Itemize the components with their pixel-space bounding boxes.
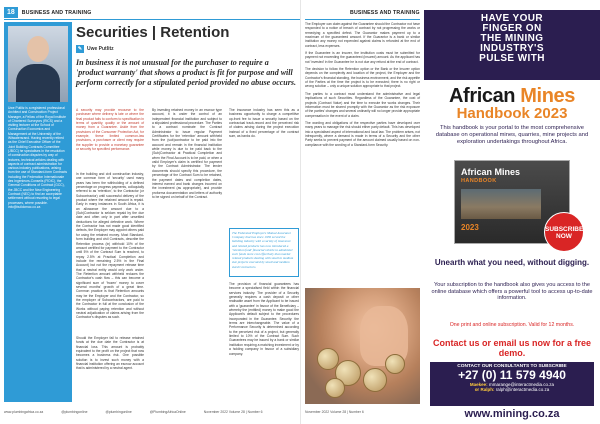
subscribe-now-badge[interactable]: SUBSCRIBE NOW: [544, 212, 584, 252]
body-paragraph: The wording and obligations of the respective parties have developed over many years to manage the risk should either party default. This has developed into a specialised aspect of international and local law. The problem arises, not infrequently, where a demand is made in terms of a Security and the other Party seeks to prevent payment of the amount claimed usually based on non-compliance with the wording of a Standard-form Security.: [305, 120, 420, 147]
book-subtitle: HANDBOOK: [461, 178, 497, 184]
mine-landscape: [461, 189, 541, 219]
intro-paragraph: A security may provide recourse to the purchaser where delivery is late or where the final product fails to conform to specification in terms of quantity, quality or the amount of money from a Guarantee. Aside from the provisions of the Consumer Protection Act, for example, these limited common-law provisions, a purchaser or client may require the supplier to provide a monetary guarantee or security for specified performance.: [76, 108, 144, 152]
author-bio: Uwe Putlitz is a registered professional Architect and Construction Project Manager, a Fellow of the Royal Institute of Chartered Surveyors (RICS) and a visiting lecturer at the School of Construction Economics and Management at the University of the Witwatersrand. Having recently retired as the Chief Executive Officer of the Joint Building Contracts Committee (JBCC) he specialises in the resolution of construction disputes by way of lectures, technical articles dealing with aspects of contract administration for various industry publications, arising from the use of Standard-form Contracts including the Federation Internationale des Ingenieurs-Conseils (FIDIC), the General Conditions of Contract (GCC), the JBCC and the New Engineering Contract (NEC) to find an acceptable settlement without resorting to legal processes, where possible. info@buildcmac.co.za: [8, 106, 68, 209]
body-paragraph: By investing retained money in an escrow type account, it is under the control of an independent financial institution and subject to a stipulated professional procedure. The Parties to a contract nominate the Contract Administrator to issue regular Payment Certificates for the 'retention' amount withheld from the (sub)contractor to be paid into the account and remain in the financial institution while money is due to be paid back to the (Sub)Contractor at Practical Completion and when the Final Account is to be paid, or when a valid Employer's claim is certified for payment by the Contract Administrator. The lender documents should specify this procedure, the percentage of the Contract Sum to be retained, the payment dates and completion dates, interest earned and bank charges incurred on the investment (as appropriate), and provide proforma documentation and letters of authority to be signed on behalf of the Contract.: [152, 108, 222, 199]
body-paragraph: In the building and civil construction industry, one common form of 'security' used many years has been the withholding of a defined percentage on progress payments, colloquially referred to as 'retention', to the Contractor (or Subcontractor) until successful delivery of the product where the retained amount is repaid. Early in many instances in South Africa, it is an allowance the amount due to a (Sub)Contractor is seldom repaid by the due date and often only in part after unsettled deductions for alleged defective work. Where the Contractor has not made good identified defects, the Employer may appoint others paid for using the retained money. Most Standard-form building and civil Contracts, describe the Retention process (in) withhold 10% of the amount certified for payment to the Contractor until 5% of the Contract Sum is reached, to repay 2.5% at Practical Completion and include the remaining 2.5% in the Final Account) but not the repayment release time that a neutral entity would only work under. The Retention amount withheld reduces the Contractor's cash flow – this can become a significant sum of 'frozen' money to cover several months' growth of a great time. Common practice is that Retention amounts may be the Employer and the Contractor, so the employer of Subcontractors, are paid to the Contractor in full at the conclusion of the Works without paying retention and without neutral adjudication of claims arising from the Contractor's disputes as such.: [76, 172, 144, 320]
ad-description: This handbook is your portal to the most comprehensive database on operational mines, quarries, mine projects and exploration undertakings throughout Africa.: [435, 125, 589, 146]
footer-issue: November 2022 Volume 28 | Number 6: [203, 410, 263, 414]
footer-twitter-link[interactable]: @plumbingonline: [61, 410, 88, 414]
article-lede: In business it is not unusual for the purchaser to require a 'product warranty' that shows a product is fit for purpose and will perform correctly for a stipulated period provided no abuse occurs.: [76, 58, 296, 87]
column-1-body: [76, 172, 144, 323]
book-title: African Mines: [461, 167, 521, 177]
author-photo: [8, 26, 68, 102]
book-year: 2023: [461, 223, 479, 232]
contact-email-1[interactable]: mmarange@interactmedia.co.za: [488, 382, 555, 387]
column-1-intro: [76, 108, 144, 154]
coins-hand-photo: [305, 288, 420, 404]
left-header-rule: [4, 19, 300, 20]
ad-headline-line: PULSE WITH: [479, 53, 545, 64]
body-paragraph: The insurance industry has seen this as a business opportunity to charge a competitive up-front fee to issue a security based on the contractual track-record and the perceived risk of claims arising during the project execution instead of a fixed percentage of the contract sum, as banks do.: [229, 108, 299, 139]
footer-instagram-link[interactable]: @plumbingonline: [105, 410, 132, 414]
ad-contact-cta: Contact us or email us now for a free demo.: [432, 338, 592, 358]
byline: [76, 45, 114, 53]
footer-facebook-link[interactable]: @PlumbingAfricaOnline: [149, 410, 186, 414]
ad-headline-line: THE MINING: [480, 33, 544, 44]
african-mines-advert[interactable]: [424, 0, 600, 424]
footer-website-link[interactable]: www.plumbingafrica.co.za: [4, 410, 44, 414]
ad-headline: [424, 10, 600, 80]
contact-email-2[interactable]: ralph@interactmedia.co.za: [495, 387, 550, 393]
left-footer: [4, 410, 300, 414]
page-gutter: [300, 0, 301, 424]
article-title: Securities | Retention: [76, 24, 230, 41]
contact-box-title: CONTACT OUR CONSULTANTS TO SUBSCRIBE: [457, 364, 567, 369]
body-paragraph: The parties to a contract must understand the administrative and legal implications of such Securities. Regardless of the Guarantee, the cost of projects (Contract Value) and the time to execute the works changes. Their information must be shared promptly with the Guarantor as the risk exposure of the parties' changes and several ordinarily will no longer provide appropriate compensation in the event of a claim.: [305, 91, 420, 118]
body-paragraph: Should the Employer fail to release retained funds at the due date the Contractor is at financial loss. This amount is probably equivalent to the profit on the project that now becomes a business risk. One possible solution is to invest such money with a financial institution offering an escrow account that is administered by a neutral agent.: [76, 336, 144, 371]
byline-name: Uwe Putlitz: [87, 46, 114, 52]
column-1-continue: [76, 336, 144, 374]
left-page-number: 18: [4, 7, 18, 18]
contact-name-2: or Ralph:: [474, 387, 495, 393]
body-paragraph: The decision to follow the Retention option or the Bank or the Insurer option depends on the complexity and location of the project, the Employer and the Contractor's financial standing, the business environment, and the risk appetite of the Parties at the time the project is to be executed; there is no right or wrong solution – only a unique solution appropriate to that project.: [305, 67, 420, 89]
right-footer: [305, 410, 420, 414]
ad-subscription-text: Your subscription to the handbook also gives you access to the online database which offers a powerful tool to access up-to-date information.: [431, 282, 593, 302]
column-3-body: [229, 108, 299, 141]
right-header-rule: [305, 19, 420, 20]
author-sidebar: [4, 22, 72, 402]
ad-brand-logo: [424, 86, 600, 122]
left-page-header: [4, 7, 96, 18]
column-3-after-quote: [229, 282, 299, 359]
ad-online-text: One print and online subscription. Valid for 12 months.: [449, 322, 575, 328]
right-section-label: BUSINESS AND TRAINING: [350, 9, 420, 16]
brand-word-african: African: [449, 85, 516, 107]
author-icon: ✎: [77, 46, 83, 52]
ad-headline-line: HAVE YOUR: [480, 13, 544, 24]
body-paragraph: If the Guarantee is an insurer, the institution costs must be submitted for payment not exceeding the guaranteed (insured) amount. As the applicant has not 'invested' in the Guarantee he is not due any refund at the end of contract.: [305, 51, 420, 64]
contact-phone[interactable]: +27 (0) 11 579 4940: [458, 368, 566, 382]
footer-issue: November 2022 Volume 28 | Number 6: [305, 410, 364, 414]
ad-headline-line: FINGER ON: [482, 23, 542, 34]
ad-tagline: Unearth what you need, without digging.: [434, 258, 590, 267]
ad-contact-box: [430, 362, 594, 406]
brand-handbook: Handbook 2023: [456, 105, 568, 122]
brand-word-mines: Mines: [520, 85, 575, 107]
right-column-body: [305, 22, 420, 150]
left-section-label: BUSINESS AND TRAINING: [21, 9, 92, 16]
ad-website-link[interactable]: www.mining.co.za: [464, 408, 560, 420]
body-paragraph: The provision of financial guarantees has become a specialised field within the financial services industry. The provider of a Security generally requires a cash deposit or other realisable asset from the Applicant to be issued with a 'guarantee' in favour of the Beneficiary – whereby the (entitled) money to make good the Applicant's default subject to the procedures incorporated in the Guarantee. Security: the terms are interchangeable. The value of a Performance Security is determined according to the perceived risk of a project, but generally limited to 10% of the Contract Sum. Such Guarantees may be issued by a bank or similar institution requiring a matching investment or by a holding company in favour of a subsidiary company.: [229, 282, 299, 356]
pull-quote: The Federated Employers Mutual Assurance Company that has since 1936 served the building industry with a variety of insurance and related products has now introduced a 'retention fund' financial vehicle to administer such funds more cost effectively than market related products dealing with small to medium size projects executed by small and medium sized Contractors.: [229, 228, 299, 277]
contact-name-1: Maekee:: [469, 382, 488, 387]
body-paragraph: The Employer can claim against the Guarantee should the Contractor not have responded to a notice of breach of contract by not progressing the works or remedying a specified defect. The Guarantor makes payment up to a maximum of the guaranteed amount. If the Guarantor is a bank or similar institution any money not expended against claims is refunded at the end of contract, less expenses.: [305, 22, 420, 48]
ad-headline-line: INDUSTRY'S: [480, 43, 544, 54]
